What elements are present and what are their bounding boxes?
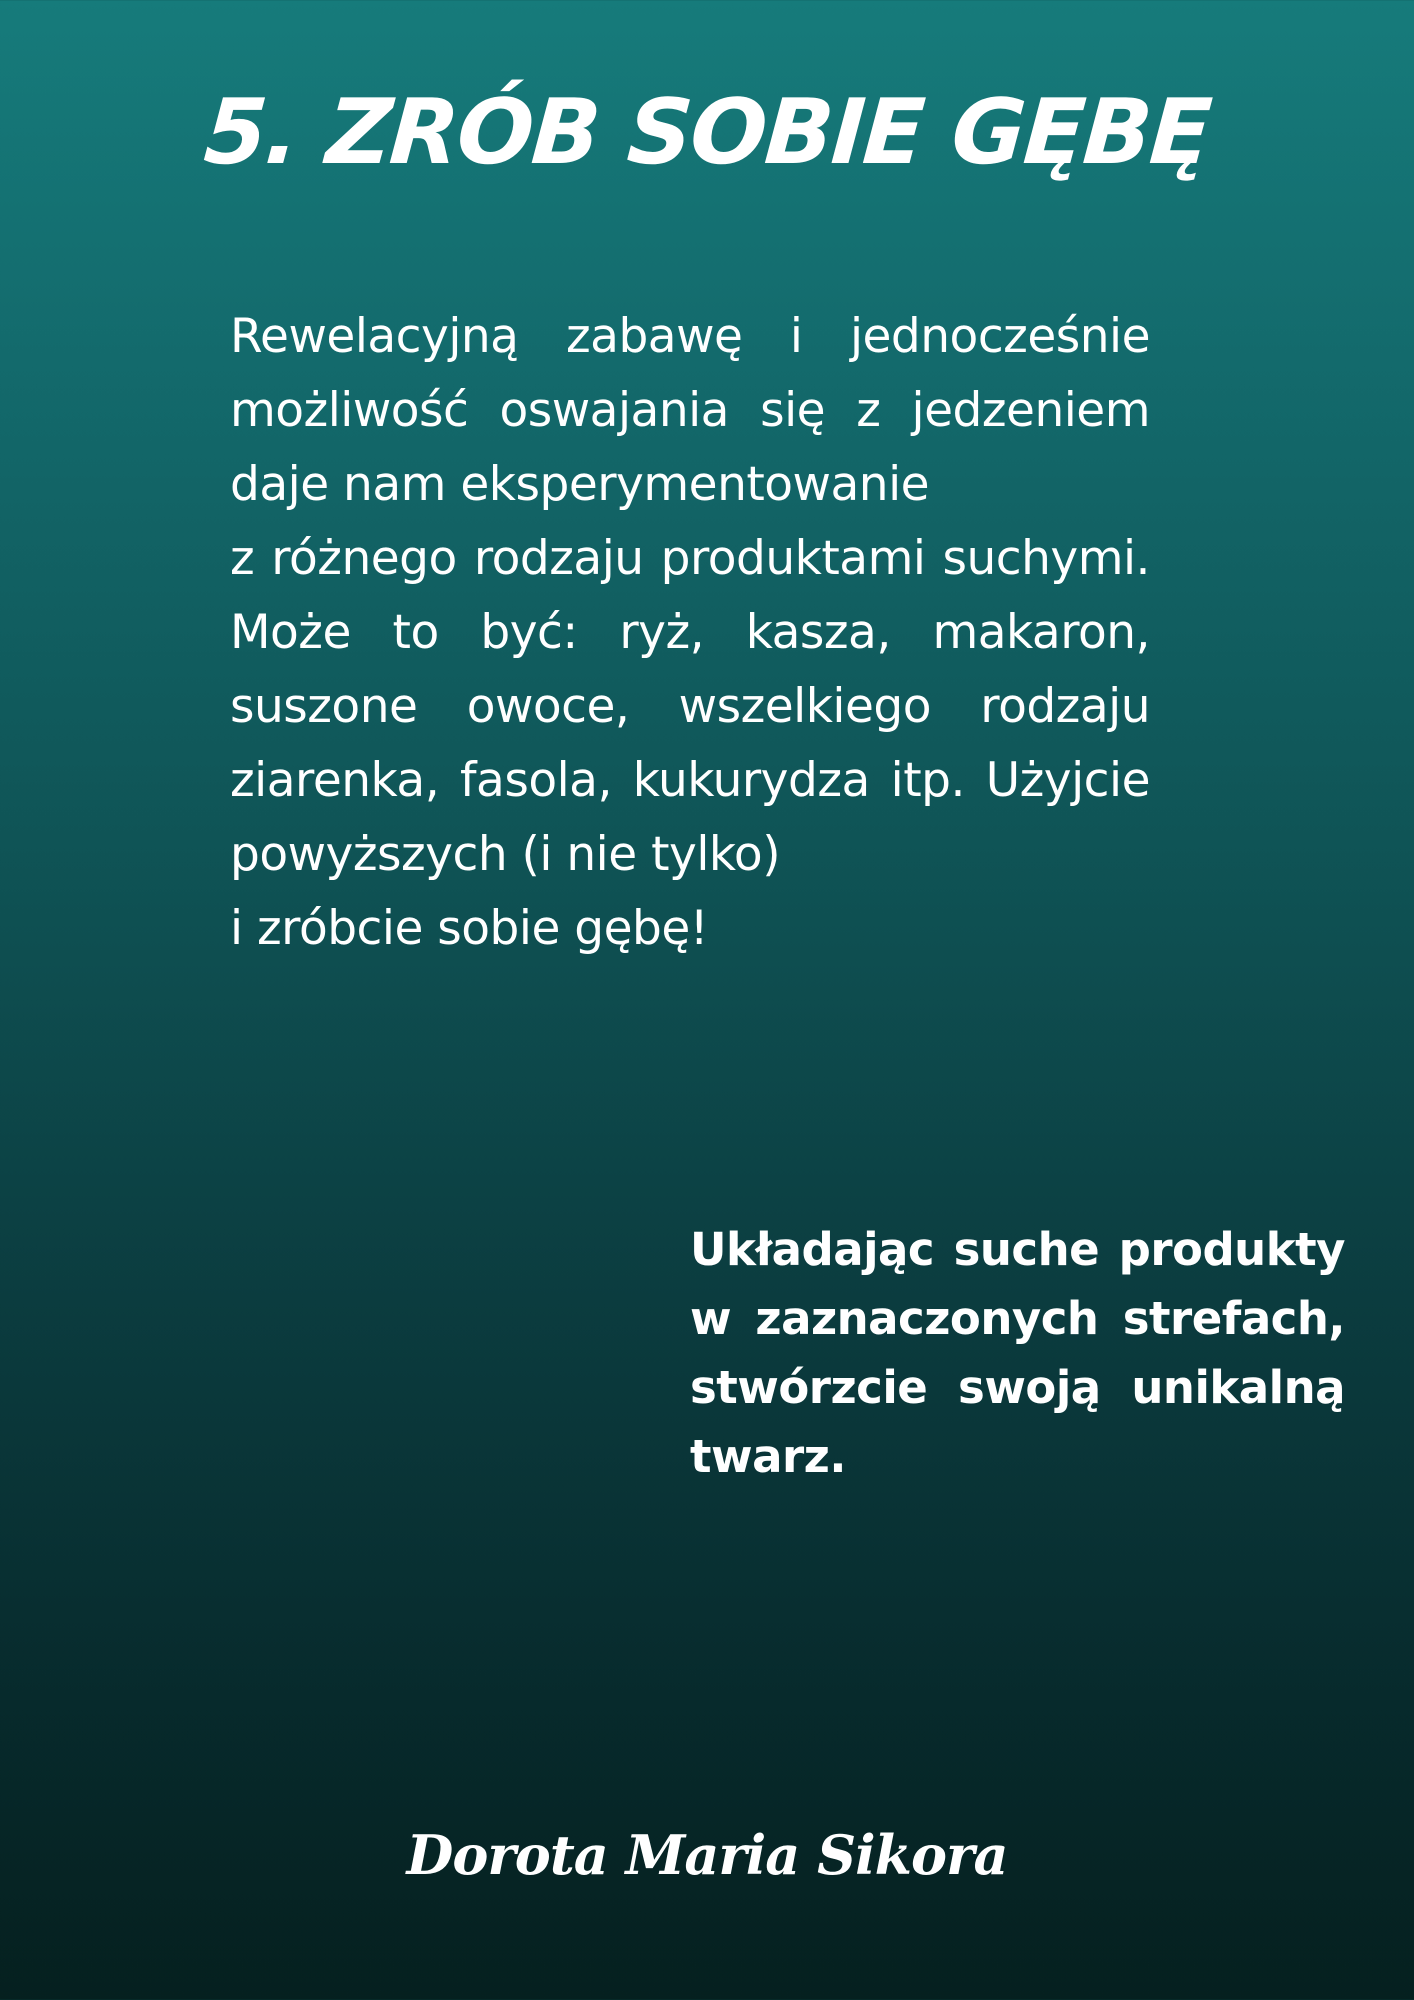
intro-paragraph: Rewelacyjną zabawę i jednocześnie możliwość oswajania się z jedzeniem daje nam eksperymentowanie z różnego rodzaju produktami suchymi. Może to być: ryż, kasza, makaron, suszone owoce, wszelkiego rodzaju ziarenka, fasola, kukurydza itp. Użyjcie powyższych (i nie tylko) i zróbcie sobie gębę! — [230, 309, 1150, 956]
instruction-paragraph: Układając suche produkty w zaznaczonych strefach, stwórzcie swoją unikalną twarz. — [690, 1223, 1345, 1483]
author-signature: Dorota Maria Sikora — [406, 1823, 1008, 1887]
page-title: 5. ZRÓB SOBIE GĘBĘ — [200, 80, 1214, 185]
